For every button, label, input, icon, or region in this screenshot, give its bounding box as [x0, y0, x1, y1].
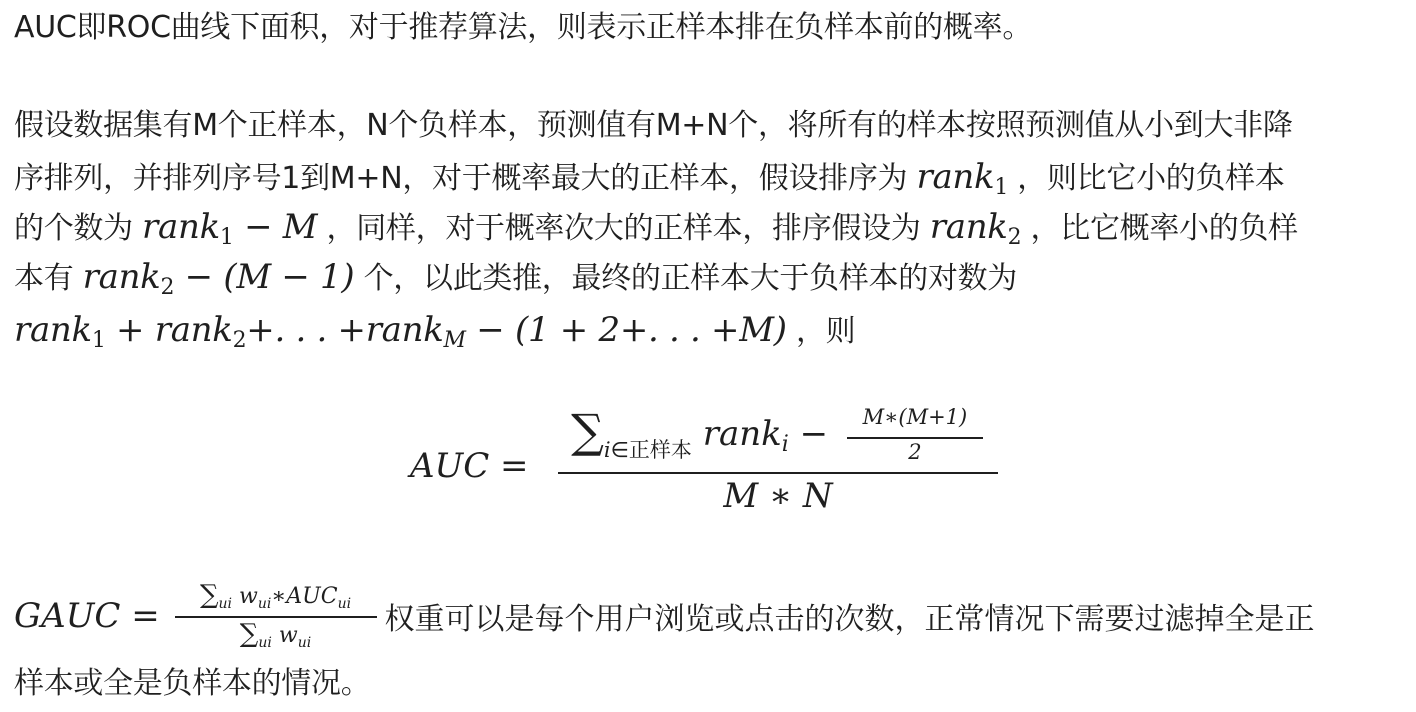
- para-line-1: 假设数据集有M个正样本，N个负样本，预测值有M+N个，将所有的样本按照预测值从小到大非降: [14, 108, 1293, 143]
- gauc-lhs: GAUC =: [14, 596, 171, 636]
- math-rank2: rank$_2$: [929, 207, 1022, 250]
- sum-symbol: ∑: [571, 404, 604, 458]
- text: ，则: [786, 314, 856, 349]
- text: 个，以此类推，最终的正样本大于负样本的对数为: [354, 261, 1017, 296]
- auc-lhs: AUC =: [410, 446, 529, 486]
- para-line-5: [14, 304, 855, 367]
- document-body: [14, 0, 1406, 712]
- text: 的个数为: [14, 211, 143, 246]
- sum-index: i∈正样本: [603, 438, 692, 462]
- fraction-bar: [558, 472, 998, 474]
- small-fraction: $\frac{M∗(M+1)}{2}$: [845, 405, 985, 467]
- gauc-text-1: 权重可以是每个用户浏览或点击的次数，正常情况下需要过滤掉全是正: [384, 602, 1315, 637]
- math-rank1: rank$_1$: [916, 157, 1009, 200]
- text: 序排列，并排列序号1到M+N，对于概率最大的正样本，假设排序为: [14, 161, 917, 196]
- gauc-fraction: [175, 580, 377, 652]
- text: ，则比它小的负样本: [1008, 161, 1285, 196]
- text: 本有: [14, 261, 83, 296]
- auc-formula: [410, 396, 1110, 526]
- gauc-numerator: $\sum_{ui}$ $w_{ui}∗AUC_{ui}$: [199, 580, 352, 612]
- auc-numerator: $\sum_{i\in 正样本}$ ranki − $\frac{M∗(M+1)}{2}$: [558, 404, 998, 467]
- math-rank1-minus-m: rank$_1$ − M: [142, 207, 318, 250]
- text: ，同样，对于概率次大的正样本，排序假设为: [317, 211, 930, 246]
- intro-paragraph: AUC即ROC曲线下面积，对于推荐算法，则表示正样本排在负样本前的概率。: [14, 10, 1033, 45]
- gauc-text-2: 样本或全是负样本的情况。: [14, 666, 371, 701]
- auc-fraction: [558, 396, 998, 526]
- math-rank-sum: rank$_1$ + rank$_2$+. . . +rankM − (1 + 2+. . . +M): [14, 310, 787, 353]
- gauc-denominator: $\sum_{ui}$ $w_{ui}$: [239, 619, 312, 651]
- text: ，比它概率小的负样: [1021, 211, 1298, 246]
- math-rank2-minus: rank$_2$ − (M − 1): [82, 257, 355, 300]
- auc-denominator: M ∗ N: [723, 476, 833, 516]
- gauc-paragraph: [14, 580, 1315, 650]
